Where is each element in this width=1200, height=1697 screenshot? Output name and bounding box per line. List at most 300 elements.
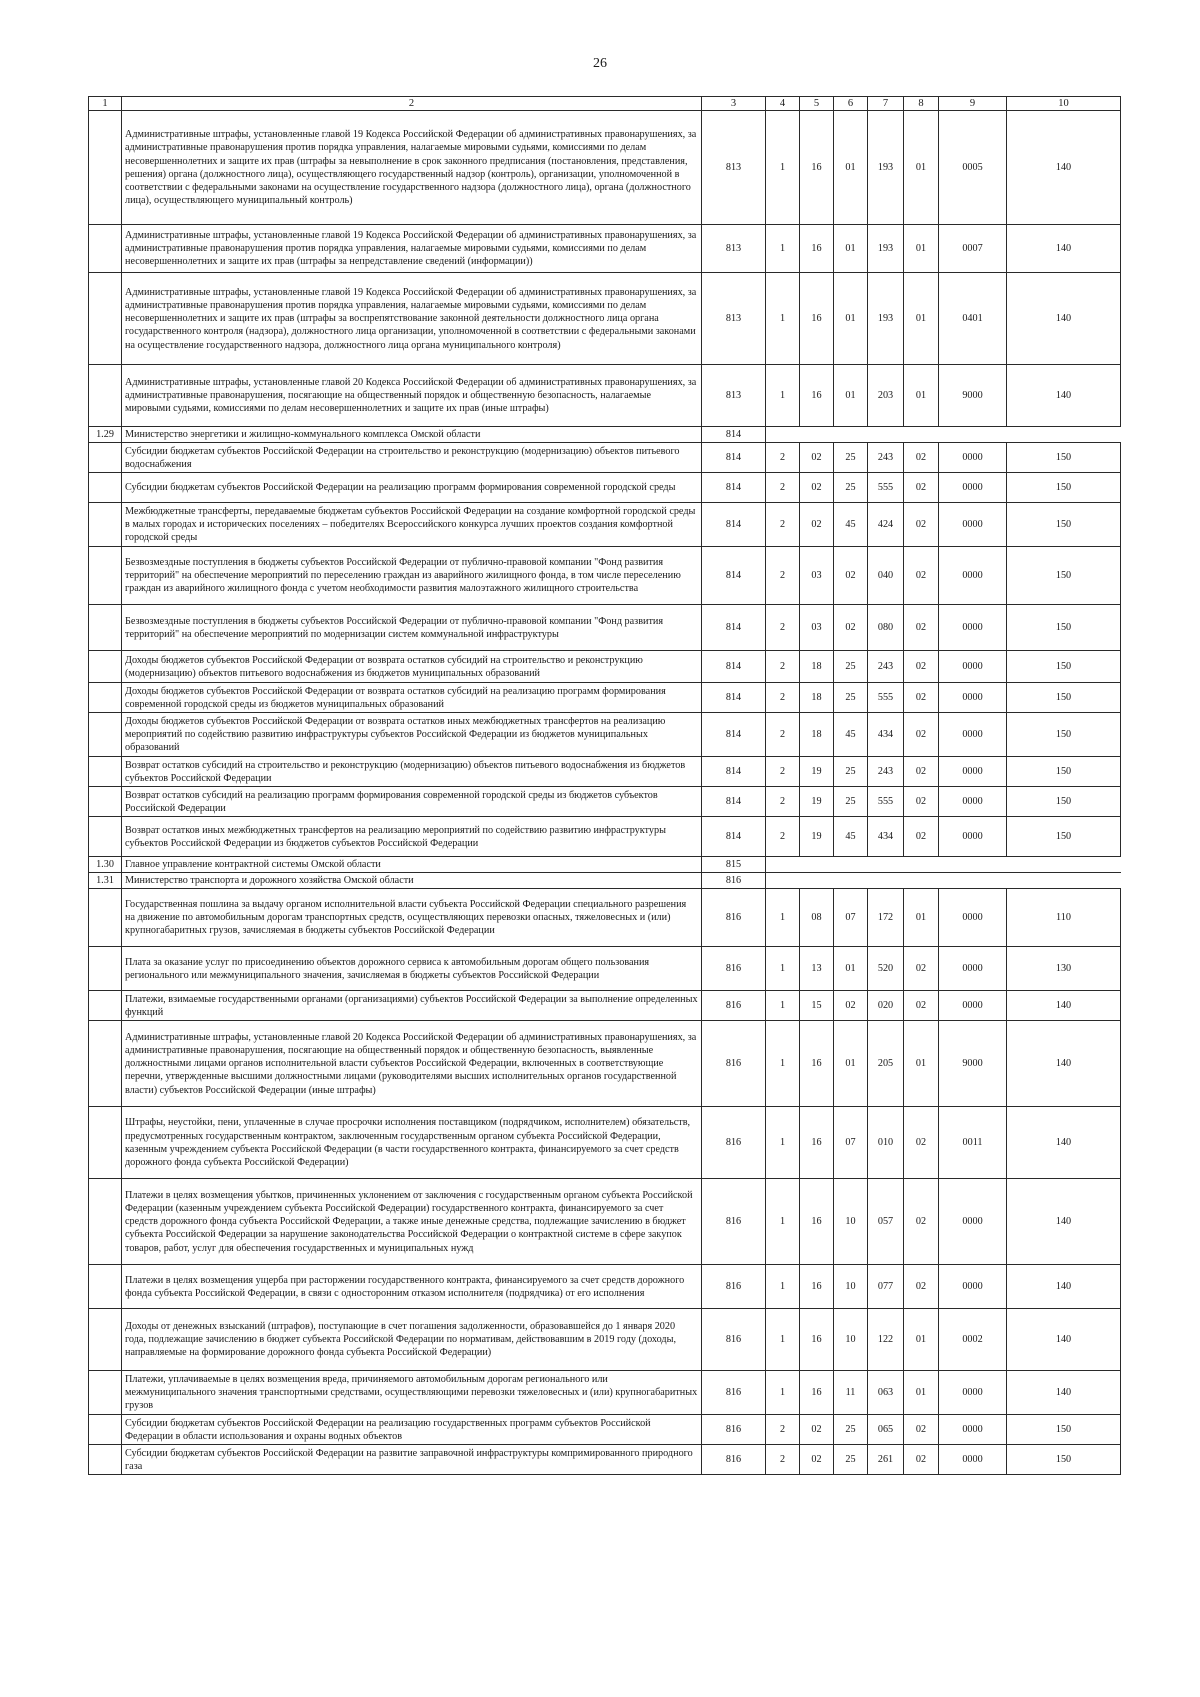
code-col-9: 0007 xyxy=(939,225,1007,273)
code-col-8: 02 xyxy=(904,473,939,503)
code-col-7: 063 xyxy=(868,1371,904,1415)
code-col-6: 02 xyxy=(834,547,868,605)
row-description: Межбюджетные трансферты, передаваемые бюджетам субъектов Российской Федерации на создание комфортной городской среды в малых городах и исторических поселениях – победителях Всероссийского конкурса лучших проектов создания комфортной городской среды xyxy=(122,503,702,547)
code-col-4: 2 xyxy=(766,605,800,651)
code-col-10: 140 xyxy=(1007,1309,1121,1371)
row-number xyxy=(89,443,122,473)
table-row xyxy=(89,947,1121,991)
code-col-10: 150 xyxy=(1007,1415,1121,1445)
code-col-4: 1 xyxy=(766,1265,800,1309)
code-col-3: 814 xyxy=(702,787,766,817)
row-description: Безвозмездные поступления в бюджеты субъектов Российской Федерации от публично-правовой компании "Фонд развития территорий" на обеспечение мероприятий по модернизации систем коммунальной инфраструктуры xyxy=(122,605,702,651)
code-col-10: 130 xyxy=(1007,947,1121,991)
code-col-10: 140 xyxy=(1007,225,1121,273)
table-row xyxy=(89,713,1121,757)
code-col-5: 03 xyxy=(800,605,834,651)
table-row xyxy=(89,683,1121,713)
row-description: Административные штрафы, установленные главой 20 Кодекса Российской Федерации об административных правонарушениях, за административные правонарушения, посягающие на общественный порядок и общественную безопасность, налагаемые мировыми судьями, комиссиями по делам несовершеннолетних и защите их прав (иные штрафы) xyxy=(122,365,702,427)
code-col-5: 02 xyxy=(800,473,834,503)
row-number xyxy=(89,683,122,713)
code-col-8: 02 xyxy=(904,503,939,547)
code-col-10: 140 xyxy=(1007,1265,1121,1309)
code-col-4: 1 xyxy=(766,1021,800,1107)
code-col-8: 01 xyxy=(904,1021,939,1107)
table-row xyxy=(89,817,1121,857)
code-col-5: 02 xyxy=(800,443,834,473)
code-col-6: 02 xyxy=(834,991,868,1021)
code-col-5: 16 xyxy=(800,111,834,225)
table-row xyxy=(89,1309,1121,1371)
row-description: Доходы бюджетов субъектов Российской Федерации от возврата остатков субсидий на строительство и реконструкцию (модернизацию) объектов питьевого водоснабжения из бюджетов муниципальных образований xyxy=(122,651,702,683)
code-col-10: 150 xyxy=(1007,651,1121,683)
code-col-9: 0000 xyxy=(939,757,1007,787)
code-col-4: 1 xyxy=(766,365,800,427)
code-col-9: 9000 xyxy=(939,1021,1007,1107)
code-col-6: 25 xyxy=(834,443,868,473)
code-col-6: 25 xyxy=(834,757,868,787)
table-row xyxy=(89,1415,1121,1445)
code-col-10: 150 xyxy=(1007,817,1121,857)
row-number xyxy=(89,1179,122,1265)
row-description: Возврат остатков субсидий на реализацию программ формирования современной городской среды из бюджетов субъектов Российской Федерации xyxy=(122,787,702,817)
code-col-8: 02 xyxy=(904,443,939,473)
code-col-8: 02 xyxy=(904,787,939,817)
row-number xyxy=(89,365,122,427)
code-col-4: 1 xyxy=(766,273,800,365)
row-number xyxy=(89,713,122,757)
row-number xyxy=(89,1107,122,1179)
code-col-8: 02 xyxy=(904,651,939,683)
column-header: 10 xyxy=(1007,97,1121,111)
row-description: Доходы от денежных взысканий (штрафов), поступающие в счет погашения задолженности, образовавшейся до 1 января 2020 года, подлежащие зачислению в бюджет субъекта Российской Федерации по нормативам, действовавшим в 2019 году (доходы, направляемые на формирование дорожного фонда субъекта Российской Федерации) xyxy=(122,1309,702,1371)
row-description: Платежи, уплачиваемые в целях возмещения вреда, причиняемого автомобильным дорогам регионального или межмуниципального значения транспортными средствами, осуществляющими перевозки тяжеловесных и (или) крупногабаритных грузов xyxy=(122,1371,702,1415)
code-col-3: 814 xyxy=(702,443,766,473)
table-row xyxy=(89,889,1121,947)
code-col-7: 424 xyxy=(868,503,904,547)
code-col-10: 140 xyxy=(1007,273,1121,365)
code-col-5: 16 xyxy=(800,1309,834,1371)
code-col-5: 08 xyxy=(800,889,834,947)
code-col-9: 0000 xyxy=(939,947,1007,991)
code-col-3: 816 xyxy=(702,1415,766,1445)
code-col-10: 150 xyxy=(1007,1445,1121,1475)
table-row xyxy=(89,273,1121,365)
code-col-5: 15 xyxy=(800,991,834,1021)
table-row xyxy=(89,225,1121,273)
row-number xyxy=(89,817,122,857)
code-col-9: 0011 xyxy=(939,1107,1007,1179)
code-col-6: 07 xyxy=(834,1107,868,1179)
code-col-10: 140 xyxy=(1007,1107,1121,1179)
row-description: Административные штрафы, установленные главой 19 Кодекса Российской Федерации об административных правонарушениях, за административные правонарушения против порядка управления, налагаемые мировыми судьями, комиссиями по делам несовершеннолетних и защите их прав (штрафы за воспрепятствование законной деятельности должностного лица органа государственного контроля (надзора), должностного лица организации, уполномоченной в соответствии с федеральными законами на осуществление государственного надзора, должностного лица органа муниципального контроля) xyxy=(122,273,702,365)
code-col-7: 205 xyxy=(868,1021,904,1107)
code-col-3: 814 xyxy=(702,757,766,787)
row-number xyxy=(89,889,122,947)
code-col-4: 1 xyxy=(766,889,800,947)
row-number xyxy=(89,1445,122,1475)
table-row xyxy=(89,503,1121,547)
code-col-3: 814 xyxy=(702,651,766,683)
code-col-6: 11 xyxy=(834,1371,868,1415)
code-col-5: 02 xyxy=(800,503,834,547)
code-col-7: 010 xyxy=(868,1107,904,1179)
row-number xyxy=(89,1265,122,1309)
code-col-4 xyxy=(766,873,1121,889)
code-col-5: 19 xyxy=(800,787,834,817)
code-col-5: 19 xyxy=(800,757,834,787)
row-number xyxy=(89,1371,122,1415)
code-col-8: 02 xyxy=(904,605,939,651)
code-col-4: 1 xyxy=(766,947,800,991)
code-col-4: 2 xyxy=(766,713,800,757)
code-col-10: 140 xyxy=(1007,111,1121,225)
page-number: 26 xyxy=(593,56,607,71)
code-col-5: 16 xyxy=(800,1021,834,1107)
code-col-5: 02 xyxy=(800,1415,834,1445)
code-col-5: 16 xyxy=(800,1371,834,1415)
code-col-9: 0000 xyxy=(939,713,1007,757)
row-description: Министерство транспорта и дорожного хозяйства Омской области xyxy=(122,873,702,889)
code-col-4: 1 xyxy=(766,1371,800,1415)
code-col-7: 434 xyxy=(868,713,904,757)
code-col-9: 0000 xyxy=(939,503,1007,547)
column-header: 8 xyxy=(904,97,939,111)
code-col-3: 816 xyxy=(702,1107,766,1179)
code-col-4: 1 xyxy=(766,1309,800,1371)
code-col-5: 02 xyxy=(800,1445,834,1475)
code-col-6: 01 xyxy=(834,365,868,427)
code-col-4: 2 xyxy=(766,1415,800,1445)
code-col-6: 01 xyxy=(834,273,868,365)
code-col-9: 0000 xyxy=(939,651,1007,683)
code-col-7: 555 xyxy=(868,473,904,503)
code-col-9: 0000 xyxy=(939,1179,1007,1265)
code-col-9: 0000 xyxy=(939,683,1007,713)
table-row xyxy=(89,605,1121,651)
code-col-5: 16 xyxy=(800,1179,834,1265)
code-col-9: 0000 xyxy=(939,889,1007,947)
code-col-4: 2 xyxy=(766,787,800,817)
code-col-10: 150 xyxy=(1007,757,1121,787)
column-header: 1 xyxy=(89,97,122,111)
code-col-5: 16 xyxy=(800,225,834,273)
row-description: Субсидии бюджетам субъектов Российской Федерации на строительство и реконструкцию (модернизацию) объектов питьевого водоснабжения xyxy=(122,443,702,473)
row-description: Государственная пошлина за выдачу органом исполнительной власти субъекта Российской Федерации специального разрешения на движение по автомобильным дорогам транспортных средств, осуществляющих перевозки опасных, тяжеловесных и (или) крупногабаритных грузов, зачисляемая в бюджеты субъектов Российской Федерации xyxy=(122,889,702,947)
code-col-9: 0000 xyxy=(939,473,1007,503)
table-row xyxy=(89,1179,1121,1265)
code-col-6: 10 xyxy=(834,1309,868,1371)
code-col-7: 243 xyxy=(868,443,904,473)
code-col-6: 25 xyxy=(834,473,868,503)
section-row xyxy=(89,427,1121,443)
code-col-3: 816 xyxy=(702,1371,766,1415)
code-col-3: 815 xyxy=(702,857,766,873)
code-col-10: 150 xyxy=(1007,443,1121,473)
code-col-8: 01 xyxy=(904,889,939,947)
table-row xyxy=(89,365,1121,427)
code-col-3: 816 xyxy=(702,1309,766,1371)
code-col-8: 01 xyxy=(904,225,939,273)
code-col-5: 16 xyxy=(800,273,834,365)
row-description: Платежи в целях возмещения ущерба при расторжении государственного контракта, финансируемого за счет средств дорожного фонда субъекта Российской Федерации, в связи с односторонним отказом исполнителя (подрядчика) от его исполнения xyxy=(122,1265,702,1309)
row-number xyxy=(89,757,122,787)
code-col-4: 2 xyxy=(766,757,800,787)
table-row xyxy=(89,1021,1121,1107)
code-col-3: 816 xyxy=(702,1445,766,1475)
code-col-4 xyxy=(766,857,1121,873)
code-col-4: 1 xyxy=(766,1107,800,1179)
row-number xyxy=(89,547,122,605)
code-col-4: 2 xyxy=(766,683,800,713)
row-number xyxy=(89,947,122,991)
code-col-9: 0000 xyxy=(939,817,1007,857)
row-number xyxy=(89,991,122,1021)
code-col-10: 140 xyxy=(1007,991,1121,1021)
row-description: Доходы бюджетов субъектов Российской Федерации от возврата остатков иных межбюджетных трансфертов на реализацию мероприятий по содействию развитию инфраструктуры субъектов Российской Федерации из бюджетов муниципальных образований xyxy=(122,713,702,757)
row-description: Главное управление контрактной системы Омской области xyxy=(122,857,702,873)
code-col-4: 1 xyxy=(766,111,800,225)
code-col-4: 2 xyxy=(766,503,800,547)
code-col-8: 02 xyxy=(904,1265,939,1309)
column-header: 2 xyxy=(122,97,702,111)
row-description: Платежи в целях возмещения убытков, причиненных уклонением от заключения с государственным органом субъекта Российской Федерации (казенным учреждением субъекта Российской Федерации) государственного контракта, финансируемого за счет средств дорожного фонда субъекта Российской Федерации, а также иные денежные средства, подлежащие зачислению в бюджет субъекта Российской Федерации за нарушение законодательства Российской Федерации о контрактной системе в сфере закупок товаров, работ, услуг для обеспечения государственных и муниципальных нужд xyxy=(122,1179,702,1265)
code-col-10: 140 xyxy=(1007,365,1121,427)
code-col-10: 150 xyxy=(1007,683,1121,713)
code-col-4: 2 xyxy=(766,473,800,503)
code-col-3: 814 xyxy=(702,713,766,757)
row-description: Административные штрафы, установленные главой 20 Кодекса Российской Федерации об административных правонарушениях, за административные правонарушения, посягающие на общественный порядок и общественную безопасность, выявленные должностными лицами органов исполнительной власти субъектов Российской Федерации, включенных в соответствующие перечни, утвержденные высшими должностными лицами (руководителями высших исполнительных органов государственной власти) субъектов Российской Федерации (иные штрафы) xyxy=(122,1021,702,1107)
code-col-8: 02 xyxy=(904,1445,939,1475)
code-col-3: 813 xyxy=(702,365,766,427)
code-col-7: 080 xyxy=(868,605,904,651)
table-row xyxy=(89,443,1121,473)
table-row xyxy=(89,991,1121,1021)
row-description: Плата за оказание услуг по присоединению объектов дорожного сервиса к автомобильным дорогам общего пользования регионального или межмуниципального значения, зачисляемая в бюджеты субъектов Российской Федерации xyxy=(122,947,702,991)
code-col-8: 01 xyxy=(904,1309,939,1371)
code-col-3: 814 xyxy=(702,683,766,713)
row-number: 1.29 xyxy=(89,427,122,443)
code-col-9: 0000 xyxy=(939,1415,1007,1445)
code-col-8: 02 xyxy=(904,713,939,757)
table-row xyxy=(89,1107,1121,1179)
row-number xyxy=(89,273,122,365)
code-col-6: 25 xyxy=(834,651,868,683)
code-col-6: 25 xyxy=(834,1415,868,1445)
section-row xyxy=(89,873,1121,889)
code-col-5: 16 xyxy=(800,1107,834,1179)
code-col-10: 140 xyxy=(1007,1371,1121,1415)
table-body xyxy=(89,97,1121,1475)
code-col-7: 193 xyxy=(868,225,904,273)
row-description: Министерство энергетики и жилищно-коммунального комплекса Омской области xyxy=(122,427,702,443)
table-row xyxy=(89,1445,1121,1475)
row-description: Субсидии бюджетам субъектов Российской Федерации на реализацию программ формирования современной городской среды xyxy=(122,473,702,503)
code-col-5: 16 xyxy=(800,365,834,427)
code-col-7: 122 xyxy=(868,1309,904,1371)
row-number xyxy=(89,787,122,817)
code-col-8: 01 xyxy=(904,365,939,427)
code-col-10: 150 xyxy=(1007,605,1121,651)
code-col-9: 0000 xyxy=(939,443,1007,473)
column-header: 7 xyxy=(868,97,904,111)
code-col-8: 02 xyxy=(904,991,939,1021)
code-col-5: 18 xyxy=(800,683,834,713)
code-col-8: 02 xyxy=(904,683,939,713)
table-row xyxy=(89,1265,1121,1309)
code-col-10: 150 xyxy=(1007,547,1121,605)
code-col-3: 816 xyxy=(702,947,766,991)
row-description: Субсидии бюджетам субъектов Российской Федерации на реализацию государственных программ субъектов Российской Федерации в области использования и охраны водных объектов xyxy=(122,1415,702,1445)
code-col-9: 0000 xyxy=(939,991,1007,1021)
code-col-3: 816 xyxy=(702,873,766,889)
table-row xyxy=(89,473,1121,503)
code-col-8: 02 xyxy=(904,757,939,787)
code-col-4 xyxy=(766,427,1121,443)
code-col-5: 03 xyxy=(800,547,834,605)
code-col-4: 2 xyxy=(766,443,800,473)
row-number xyxy=(89,651,122,683)
row-description: Платежи, взимаемые государственными органами (организациями) субъектов Российской Федерации за выполнение определенных функций xyxy=(122,991,702,1021)
table-row xyxy=(89,757,1121,787)
code-col-6: 02 xyxy=(834,605,868,651)
code-col-10: 110 xyxy=(1007,889,1121,947)
row-description: Доходы бюджетов субъектов Российской Федерации от возврата остатков субсидий на реализацию программ формирования современной городской среды из бюджетов муниципальных образований xyxy=(122,683,702,713)
code-col-10: 140 xyxy=(1007,1179,1121,1265)
code-col-6: 10 xyxy=(834,1179,868,1265)
table-header-row xyxy=(89,97,1121,111)
column-header: 9 xyxy=(939,97,1007,111)
row-description: Административные штрафы, установленные главой 19 Кодекса Российской Федерации об административных правонарушениях, за административные правонарушения против порядка управления, налагаемые мировыми судьями, комиссиями по делам несовершеннолетних и защите их прав (штрафы за непредставление сведений (информации)) xyxy=(122,225,702,273)
code-col-7: 193 xyxy=(868,273,904,365)
row-number xyxy=(89,473,122,503)
code-col-8: 02 xyxy=(904,1179,939,1265)
table-row xyxy=(89,111,1121,225)
code-col-3: 814 xyxy=(702,473,766,503)
row-number xyxy=(89,111,122,225)
section-row xyxy=(89,857,1121,873)
code-col-7: 261 xyxy=(868,1445,904,1475)
row-number xyxy=(89,1309,122,1371)
row-number xyxy=(89,1021,122,1107)
code-col-3: 816 xyxy=(702,1179,766,1265)
code-col-3: 814 xyxy=(702,503,766,547)
code-col-3: 814 xyxy=(702,427,766,443)
code-col-8: 01 xyxy=(904,111,939,225)
code-col-3: 814 xyxy=(702,817,766,857)
row-number: 1.30 xyxy=(89,857,122,873)
code-col-6: 45 xyxy=(834,713,868,757)
code-col-4: 1 xyxy=(766,991,800,1021)
code-col-6: 01 xyxy=(834,111,868,225)
code-col-3: 816 xyxy=(702,1265,766,1309)
code-col-7: 555 xyxy=(868,683,904,713)
code-col-5: 19 xyxy=(800,817,834,857)
code-col-4: 2 xyxy=(766,1445,800,1475)
code-col-8: 02 xyxy=(904,817,939,857)
code-col-3: 816 xyxy=(702,991,766,1021)
code-col-3: 816 xyxy=(702,1021,766,1107)
code-col-4: 2 xyxy=(766,817,800,857)
code-col-6: 07 xyxy=(834,889,868,947)
row-description: Безвозмездные поступления в бюджеты субъектов Российской Федерации от публично-правовой компании "Фонд развития территорий" на обеспечение мероприятий по переселению граждан из аварийного жилищного фонда, в том числе переселению граждан из аварийного жилищного фонда с учетом необходимости развития малоэтажного жилищного строительства xyxy=(122,547,702,605)
code-col-9: 0000 xyxy=(939,1265,1007,1309)
code-col-5: 16 xyxy=(800,1265,834,1309)
code-col-6: 01 xyxy=(834,947,868,991)
code-col-6: 45 xyxy=(834,817,868,857)
code-col-7: 434 xyxy=(868,817,904,857)
code-col-5: 18 xyxy=(800,651,834,683)
code-col-7: 057 xyxy=(868,1179,904,1265)
code-col-5: 13 xyxy=(800,947,834,991)
code-col-7: 065 xyxy=(868,1415,904,1445)
code-col-3: 813 xyxy=(702,111,766,225)
code-col-6: 25 xyxy=(834,787,868,817)
code-col-3: 816 xyxy=(702,889,766,947)
code-col-7: 243 xyxy=(868,757,904,787)
code-col-9: 9000 xyxy=(939,365,1007,427)
column-header: 6 xyxy=(834,97,868,111)
revenue-codes-table xyxy=(88,96,1121,1475)
code-col-7: 020 xyxy=(868,991,904,1021)
code-col-9: 0000 xyxy=(939,1371,1007,1415)
row-description: Штрафы, неустойки, пени, уплаченные в случае просрочки исполнения поставщиком (подрядчиком, исполнителем) обязательств, предусмотренных государственным контрактом, заключенным государственным органом субъекта Российской Федерации, казенным учреждением субъекта Российской Федерации (в части государственного контракта, финансируемого за счет средств дорожного фонда субъекта Российской Федерации) xyxy=(122,1107,702,1179)
code-col-10: 150 xyxy=(1007,473,1121,503)
code-col-8: 02 xyxy=(904,1415,939,1445)
code-col-6: 25 xyxy=(834,683,868,713)
code-col-10: 150 xyxy=(1007,787,1121,817)
code-col-8: 02 xyxy=(904,947,939,991)
code-col-9: 0000 xyxy=(939,787,1007,817)
row-number: 1.31 xyxy=(89,873,122,889)
code-col-7: 555 xyxy=(868,787,904,817)
code-col-9: 0000 xyxy=(939,1445,1007,1475)
code-col-4: 2 xyxy=(766,651,800,683)
row-number xyxy=(89,503,122,547)
code-col-8: 01 xyxy=(904,273,939,365)
code-col-6: 01 xyxy=(834,1021,868,1107)
code-col-7: 520 xyxy=(868,947,904,991)
code-col-5: 18 xyxy=(800,713,834,757)
code-col-4: 1 xyxy=(766,1179,800,1265)
code-col-3: 814 xyxy=(702,605,766,651)
code-col-10: 140 xyxy=(1007,1021,1121,1107)
code-col-6: 25 xyxy=(834,1445,868,1475)
code-col-3: 813 xyxy=(702,273,766,365)
code-col-7: 193 xyxy=(868,111,904,225)
code-col-9: 0002 xyxy=(939,1309,1007,1371)
table-row xyxy=(89,787,1121,817)
code-col-3: 813 xyxy=(702,225,766,273)
row-number xyxy=(89,225,122,273)
column-header: 3 xyxy=(702,97,766,111)
code-col-6: 45 xyxy=(834,503,868,547)
column-header: 4 xyxy=(766,97,800,111)
code-col-8: 01 xyxy=(904,1371,939,1415)
code-col-8: 02 xyxy=(904,1107,939,1179)
code-col-10: 150 xyxy=(1007,713,1121,757)
code-col-9: 0000 xyxy=(939,547,1007,605)
code-col-6: 10 xyxy=(834,1265,868,1309)
code-col-4: 1 xyxy=(766,225,800,273)
code-col-7: 203 xyxy=(868,365,904,427)
code-col-9: 0005 xyxy=(939,111,1007,225)
code-col-7: 077 xyxy=(868,1265,904,1309)
code-col-4: 2 xyxy=(766,547,800,605)
code-col-10: 150 xyxy=(1007,503,1121,547)
code-col-8: 02 xyxy=(904,547,939,605)
row-description: Субсидии бюджетам субъектов Российской Федерации на развитие заправочной инфраструктуры компримированного природного газа xyxy=(122,1445,702,1475)
code-col-7: 243 xyxy=(868,651,904,683)
